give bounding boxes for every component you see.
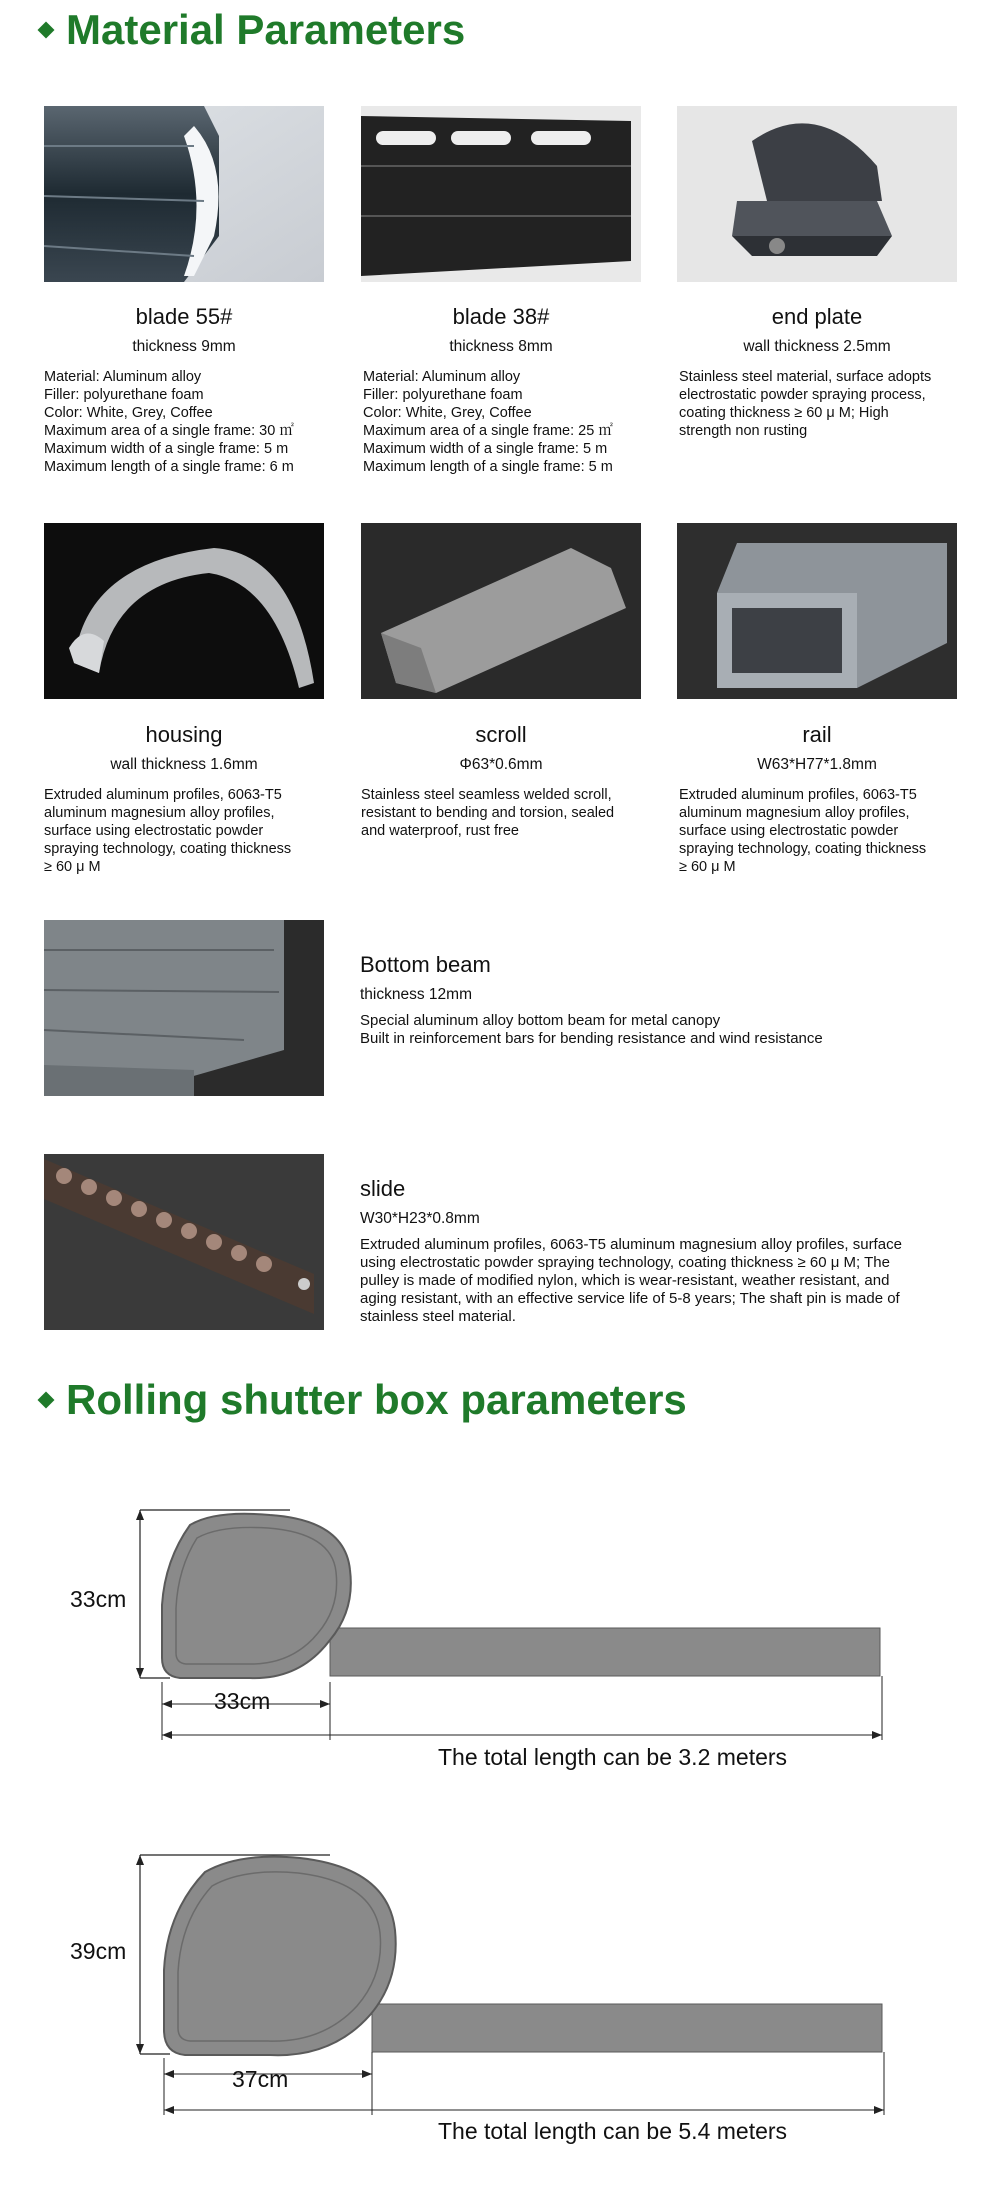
blade-38-photo <box>361 106 641 282</box>
shutter-box-diagram-2 <box>0 1830 1000 2150</box>
blade-55-photo <box>44 106 324 282</box>
card-description: Stainless steel material, surface adopts electrostatic powder spraying process, coating thickness ≥ 60 μ M; High strength non rusting <box>679 369 932 439</box>
box1-total-length: The total length can be 3.2 meters <box>438 1744 788 1770</box>
housing-photo <box>44 523 324 699</box>
box1-width-label: 33cm <box>214 1688 271 1714</box>
box2-height-label: 39cm <box>70 1938 127 1964</box>
rail-photo <box>677 523 957 699</box>
card-description: Stainless steel seamless welded scroll, resistant to bending and torsion, sealed and waterproof, rust free <box>361 787 615 839</box>
card-title: blade 38# <box>452 304 550 329</box>
end-plate-photo <box>677 106 957 282</box>
diamond-bullet-icon <box>38 1392 55 1409</box>
bottom-beam-description: Special aluminum alloy bottom beam for metal canopy Built in reinforcement bars for bending resistance and wind resistance <box>360 1012 823 1047</box>
slide-photo <box>44 1154 324 1330</box>
bottom-beam-photo <box>44 920 324 1096</box>
bottom-beam-subtitle: thickness 12mm <box>360 986 472 1003</box>
slide-description: Extruded aluminum profiles, 6063-T5 aluminum magnesium alloy profiles, surface using electrostatic powder spraying technology, coating thickness ≥ 60 μ M; The pulley is made of modified nylon, which is wear-resistant, weather resistant, and aging resistant, with an effective service life of 5-8 years; The shaft pin is made of stainless steel material. <box>360 1236 902 1325</box>
card-subtitle: Φ63*0.6mm <box>459 756 543 773</box>
slide-title: slide <box>360 1176 406 1201</box>
section-title-rolling-box: Rolling shutter box parameters <box>40 1376 687 1424</box>
card-title: blade 55# <box>135 304 233 329</box>
card-subtitle: W63*H77*1.8mm <box>757 756 877 773</box>
box2-total-length: The total length can be 5.4 meters <box>438 2118 788 2144</box>
card-subtitle: wall thickness 1.6mm <box>110 756 258 773</box>
card-subtitle: wall thickness 2.5mm <box>743 338 891 355</box>
card-description: Extruded aluminum profiles, 6063-T5 aluminum magnesium alloy profiles, surface using electrostatic powder spraying technology, coating thickness ≥ 60 μ M <box>679 787 927 875</box>
card-description: Material: Aluminum alloy Filler: polyurethane foam Color: White, Grey, Coffee Maximum area of a single frame: 25 ㎡ Maximum width of a single frame: 5 m Maximum length of a single frame: 5 m <box>363 369 613 475</box>
slide-subtitle: W30*H23*0.8mm <box>360 1210 480 1227</box>
bottom-beam-title: Bottom beam <box>360 952 491 977</box>
card-description: Material: Aluminum alloy Filler: polyurethane foam Color: White, Grey, Coffee Maximum area of a single frame: 30 ㎡ Maximum width of a single frame: 5 m Maximum length of a single frame: 6 m <box>44 369 294 475</box>
box2-width-label: 37cm <box>232 2066 289 2092</box>
card-title: end plate <box>771 304 863 329</box>
card-title: scroll <box>475 722 527 747</box>
scroll-photo <box>361 523 641 699</box>
card-title: rail <box>802 722 832 747</box>
card-title: housing <box>145 722 223 747</box>
section-title-material: Material Parameters <box>40 6 465 54</box>
diamond-bullet-icon <box>38 22 55 39</box>
card-subtitle: thickness 8mm <box>449 338 553 355</box>
card-description: Extruded aluminum profiles, 6063-T5 aluminum magnesium alloy profiles, surface using electrostatic powder spraying technology, coating thickness ≥ 60 μ M <box>44 787 292 875</box>
card-subtitle: thickness 9mm <box>132 338 236 355</box>
box1-height-label: 33cm <box>70 1586 127 1612</box>
